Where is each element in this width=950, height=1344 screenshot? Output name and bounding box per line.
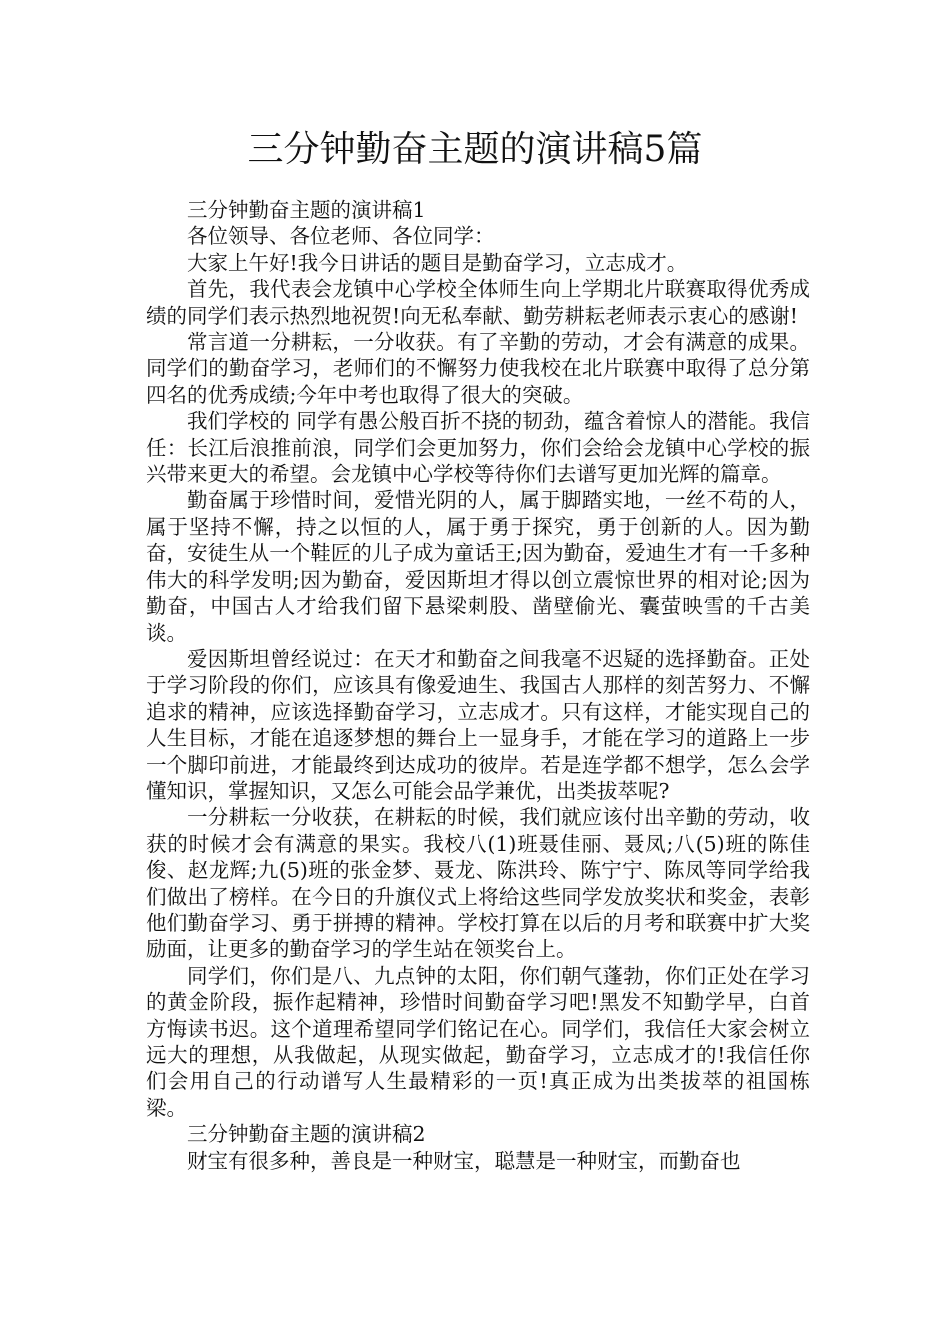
section-heading-1: 三分钟勤奋主题的演讲稿1	[187, 198, 426, 222]
paragraph: 爱因斯坦曾经说过：在天才和勤奋之间我毫不迟疑的选择勤奋。正处于学习阶段的你们，应该具有像爱迪生、我国古人那样的刻苦努力、不懈追求的精神，应该选择勤奋学习，立志成才。只有这样，才能实现自己的人生目标，才能在追逐梦想的舞台上一显身手，才能在学习的道路上一步一个脚印前进，才能最终到达成功的彼岸。若是连学都不想学，怎么会学懂知识，掌握知识，又怎么可能会品学兼优，出类拔萃呢?	[146, 646, 810, 803]
paragraph: 常言道一分耕耘，一分收获。有了辛勤的劳动，才会有满意的成果。同学们的勤奋学习，老师们的不懈努力使我校在北片联赛中取得了总分第四名的优秀成绩;今年中考也取得了很大的突破。	[146, 330, 810, 407]
paragraph: 我们学校的 同学有愚公般百折不挠的韧劲，蕴含着惊人的潜能。我信任：长江后浪推前浪，同学们会更加努力，你们会给会龙镇中心学校的振兴带来更大的希望。会龙镇中心学校等待你们去谱写更加光辉的篇章。	[146, 409, 810, 487]
document-title: 三分钟勤奋主题的演讲稿5篇	[247, 129, 703, 170]
document-body	[146, 197, 810, 1174]
paragraph: 同学们，你们是八、九点钟的太阳，你们朝气蓬勃，你们正处在学习的黄金阶段，振作起精神，珍惜时间勤奋学习吧!黑发不知勤学早，白首方悔读书迟。这个道理希望同学们铭记在心。同学们，我信任大家会树立远大的理想，从我做起，从现实做起，勤奋学习，立志成才的!我信任你们会用自己的行动谱写人生最精彩的一页!真正成为出类拔萃的祖国栋梁。	[146, 963, 810, 1120]
paragraph: 一分耕耘一分收获，在耕耘的时候，我们就应该付出辛勤的劳动，收获的时候才会有满意的果实。我校八(1)班聂佳丽、聂凤;八(5)班的陈佳俊、赵龙辉;九(5)班的张金梦、聂龙、陈洪玲、陈宁宁、陈凤等同学给我们做出了榜样。在今日的升旗仪式上将给这些同学发放奖状和奖金，表彰他们勤奋学习、勇于拼搏的精神。学校打算在以后的月考和联赛中扩大奖励面，让更多的勤奋学习的学生站在领奖台上。	[146, 805, 810, 962]
paragraph-greeting: 各位领导、各位老师、各位同学：	[187, 224, 495, 249]
paragraph: 首先，我代表会龙镇中心学校全体师生向上学期北片联赛取得优秀成绩的同学们表示热烈地祝贺!向无私奉献、勤劳耕耘老师表示衷心的感谢!	[146, 277, 810, 328]
section-heading-2: 三分钟勤奋主题的演讲稿2	[187, 1122, 426, 1147]
paragraph: 勤奋属于珍惜时间，爱惜光阴的人，属于脚踏实地，一丝不苟的人，属于坚持不懈，持之以恒的人，属于勇于探究，勇于创新的人。因为勤奋，安徒生从一个鞋匠的儿子成为童话王;因为勤奋，爱迪生才有一千多种伟大的科学发明;因为勤奋，爱因斯坦才得以创立震惊世界的相对论;因为勤奋，中国古人才给我们留下悬梁刺股、凿壁偷光、囊萤映雪的千古美谈。	[146, 488, 810, 645]
paragraph: 财宝有很多种，善良是一种财宝，聪慧是一种财宝，而勤奋也	[187, 1148, 741, 1173]
paragraph-opening: 大家上午好!我今日讲话的题目是勤奋学习，立志成才。	[187, 250, 688, 275]
